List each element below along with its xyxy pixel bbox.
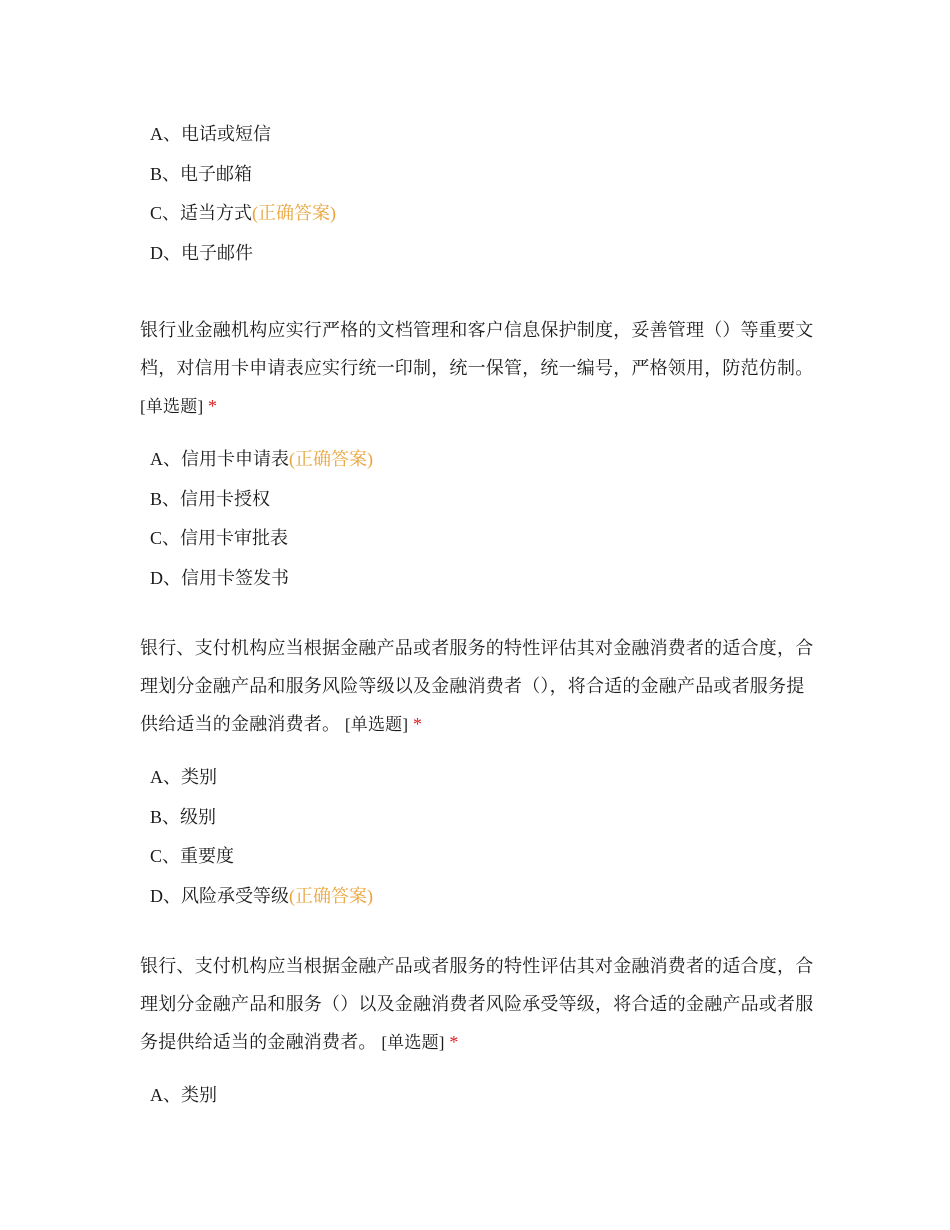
option-letter: A、 <box>150 767 181 787</box>
option-letter: D、 <box>150 243 181 264</box>
option-letter: B、 <box>150 488 181 509</box>
option-text: 信用卡申请表 <box>181 449 289 469</box>
question-text <box>140 629 815 744</box>
option-c <box>140 836 815 876</box>
question-text <box>140 947 815 1062</box>
option-letter: A、 <box>150 124 181 144</box>
question-block-2 <box>140 629 815 916</box>
question-block-0 <box>140 114 815 273</box>
option-b <box>140 479 815 519</box>
option-c <box>140 518 815 558</box>
option-a <box>140 439 815 479</box>
question-stem: 银行业金融机构应实行严格的文档管理和客户信息保护制度，妥善管理（）等重要文档，对信用卡申请表应实行统一印制，统一保管，统一编号，严格领用，防范仿制。 <box>140 320 814 378</box>
option-text: 适当方式 <box>180 203 253 224</box>
required-marker: * <box>412 714 423 734</box>
correct-answer-tag: (正确答案) <box>252 203 337 224</box>
option-d <box>140 233 815 273</box>
option-text: 类别 <box>181 1085 217 1105</box>
option-list <box>140 114 815 273</box>
question-type: [单选题] <box>344 715 409 734</box>
question-stem: 银行、支付机构应当根据金融产品或者服务的特性评估其对金融消费者的适合度，合理划分金融产品和服务（）以及金融消费者风险承受等级，将合适的金融产品或者服务提供给适当的金融消费者。 <box>140 956 814 1052</box>
question-type: [单选题] <box>140 397 204 416</box>
option-list <box>140 439 815 598</box>
option-text: 信用卡审批表 <box>180 528 289 549</box>
option-a <box>140 1075 815 1115</box>
option-text: 电子邮件 <box>181 243 253 264</box>
correct-answer-tag: (正确答案) <box>289 449 373 469</box>
option-text: 电话或短信 <box>181 124 271 144</box>
option-letter: A、 <box>150 1085 181 1105</box>
option-letter: C、 <box>150 528 181 549</box>
option-text: 类别 <box>181 767 217 787</box>
option-text: 信用卡授权 <box>180 488 271 509</box>
question-type: [单选题] <box>381 1033 445 1052</box>
option-c <box>140 193 815 233</box>
option-a <box>140 114 815 154</box>
option-text: 风险承受等级 <box>181 886 289 907</box>
option-d <box>140 876 815 916</box>
question-block-3 <box>140 947 815 1115</box>
question-text <box>140 311 815 426</box>
option-a <box>140 757 815 797</box>
option-text: 电子邮箱 <box>180 163 253 184</box>
option-list <box>140 1075 815 1115</box>
option-letter: A、 <box>150 449 181 469</box>
option-letter: D、 <box>150 568 181 589</box>
option-text: 级别 <box>180 806 217 827</box>
option-letter: B、 <box>150 163 181 184</box>
option-d <box>140 558 815 598</box>
option-letter: C、 <box>150 846 181 867</box>
option-letter: C、 <box>150 203 181 224</box>
required-marker: * <box>208 396 218 416</box>
required-marker: * <box>449 1032 459 1052</box>
option-b <box>140 154 815 194</box>
correct-answer-tag: (正确答案) <box>289 886 373 907</box>
question-block-1 <box>140 311 815 598</box>
option-b <box>140 797 815 837</box>
option-text: 信用卡签发书 <box>181 568 289 589</box>
option-letter: B、 <box>150 806 181 827</box>
option-list <box>140 757 815 916</box>
question-stem: 银行、支付机构应当根据金融产品或者服务的特性评估其对金融消费者的适合度，合理划分金融产品和服务风险等级以及金融消费者（），将合适的金融产品或者服务提供给适当的金融消费者。 <box>140 638 814 734</box>
option-text: 重要度 <box>180 846 235 867</box>
option-letter: D、 <box>150 886 181 907</box>
